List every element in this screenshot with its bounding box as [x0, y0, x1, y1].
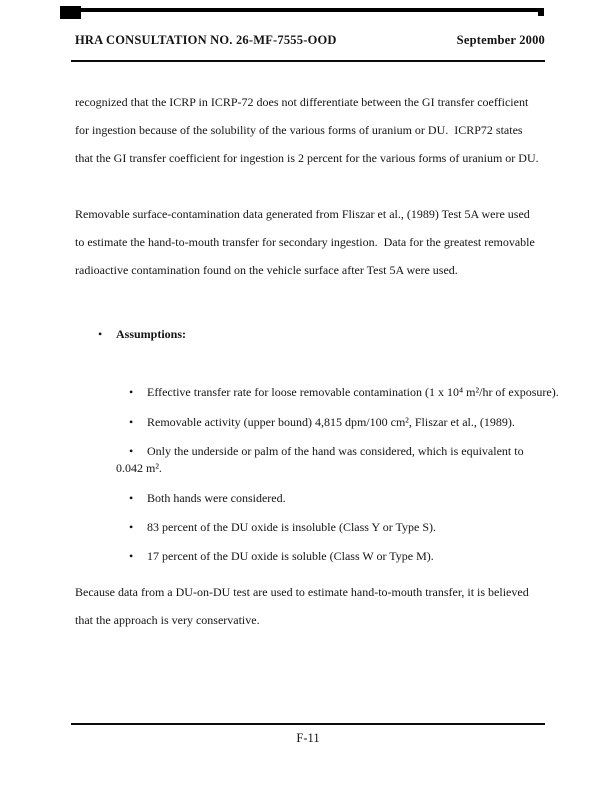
footer-page-number: F-11: [296, 731, 320, 745]
text-line: that the approach is very conservative.: [75, 613, 260, 627]
header-rule: [71, 60, 545, 62]
page-header: [75, 33, 545, 48]
header-date: September 2000: [456, 33, 545, 47]
assumption-item-text: Effective transfer rate for loose removable contamination (1 x 10⁴ m²/hr of exposure).: [147, 385, 559, 399]
text-line: Removable surface-contamination data generated from Fliszar et al., (1989) Test 5A were used: [75, 207, 530, 221]
text-line: recognized that the ICRP in ICRP-72 does not differentiate between the GI transfer coefficient: [75, 95, 529, 109]
bullet-icon: •: [129, 385, 134, 399]
text-line: that the GI transfer coefficient for ingestion is 2 percent for the various forms of uranium or DU.: [75, 151, 539, 165]
text-line: radioactive contamination found on the vehicle surface after Test 5A were used.: [75, 263, 458, 277]
paragraph-removable-surface: [75, 200, 575, 284]
text-line: for ingestion because of the solubility of the various forms of uranium or DU. ICRP72 states: [75, 123, 523, 137]
assumptions-heading-label: Assumptions:: [116, 327, 187, 341]
footer-rule: [71, 723, 545, 725]
assumption-item-text: 83 percent of the DU oxide is insoluble (Class Y or Type S).: [147, 520, 437, 534]
assumption-item-text: Removable activity (upper bound) 4,815 dpm/100 cm², Fliszar et al., (1989).: [147, 415, 515, 429]
paragraph-closing: [75, 578, 575, 634]
bullet-icon: •: [129, 444, 134, 458]
assumption-item-text: Both hands were considered.: [147, 491, 286, 505]
bullet-icon: •: [129, 520, 134, 534]
text-line: to estimate the hand-to-mouth transfer for secondary ingestion. Data for the greatest removable: [75, 235, 535, 249]
scan-artifact-square: [60, 6, 81, 19]
bullet-icon: •: [129, 491, 134, 505]
assumptions-heading: [86, 312, 186, 357]
assumption-item-text: 0.042 m².: [116, 461, 162, 475]
assumption-item-soluble: [117, 532, 587, 580]
text-line: Because data from a DU-on-DU test are used to estimate hand-to-mouth transfer, it is believed: [75, 585, 529, 599]
bullet-icon: •: [98, 327, 103, 341]
scan-artifact-line: [79, 8, 544, 12]
bullet-icon: •: [129, 415, 134, 429]
header-consultation-number: HRA CONSULTATION NO. 26-MF-7555-OOD: [75, 33, 337, 47]
bullet-icon: •: [129, 549, 134, 563]
assumption-item-palm-of-hand: [117, 427, 587, 475]
paragraph-icrp: [75, 88, 575, 172]
assumption-item-text: 17 percent of the DU oxide is soluble (Class W or Type M).: [147, 549, 434, 563]
scan-artifact-tick: [538, 8, 544, 16]
assumption-item-text: Only the underside or palm of the hand was considered, which is equivalent to: [147, 444, 524, 458]
